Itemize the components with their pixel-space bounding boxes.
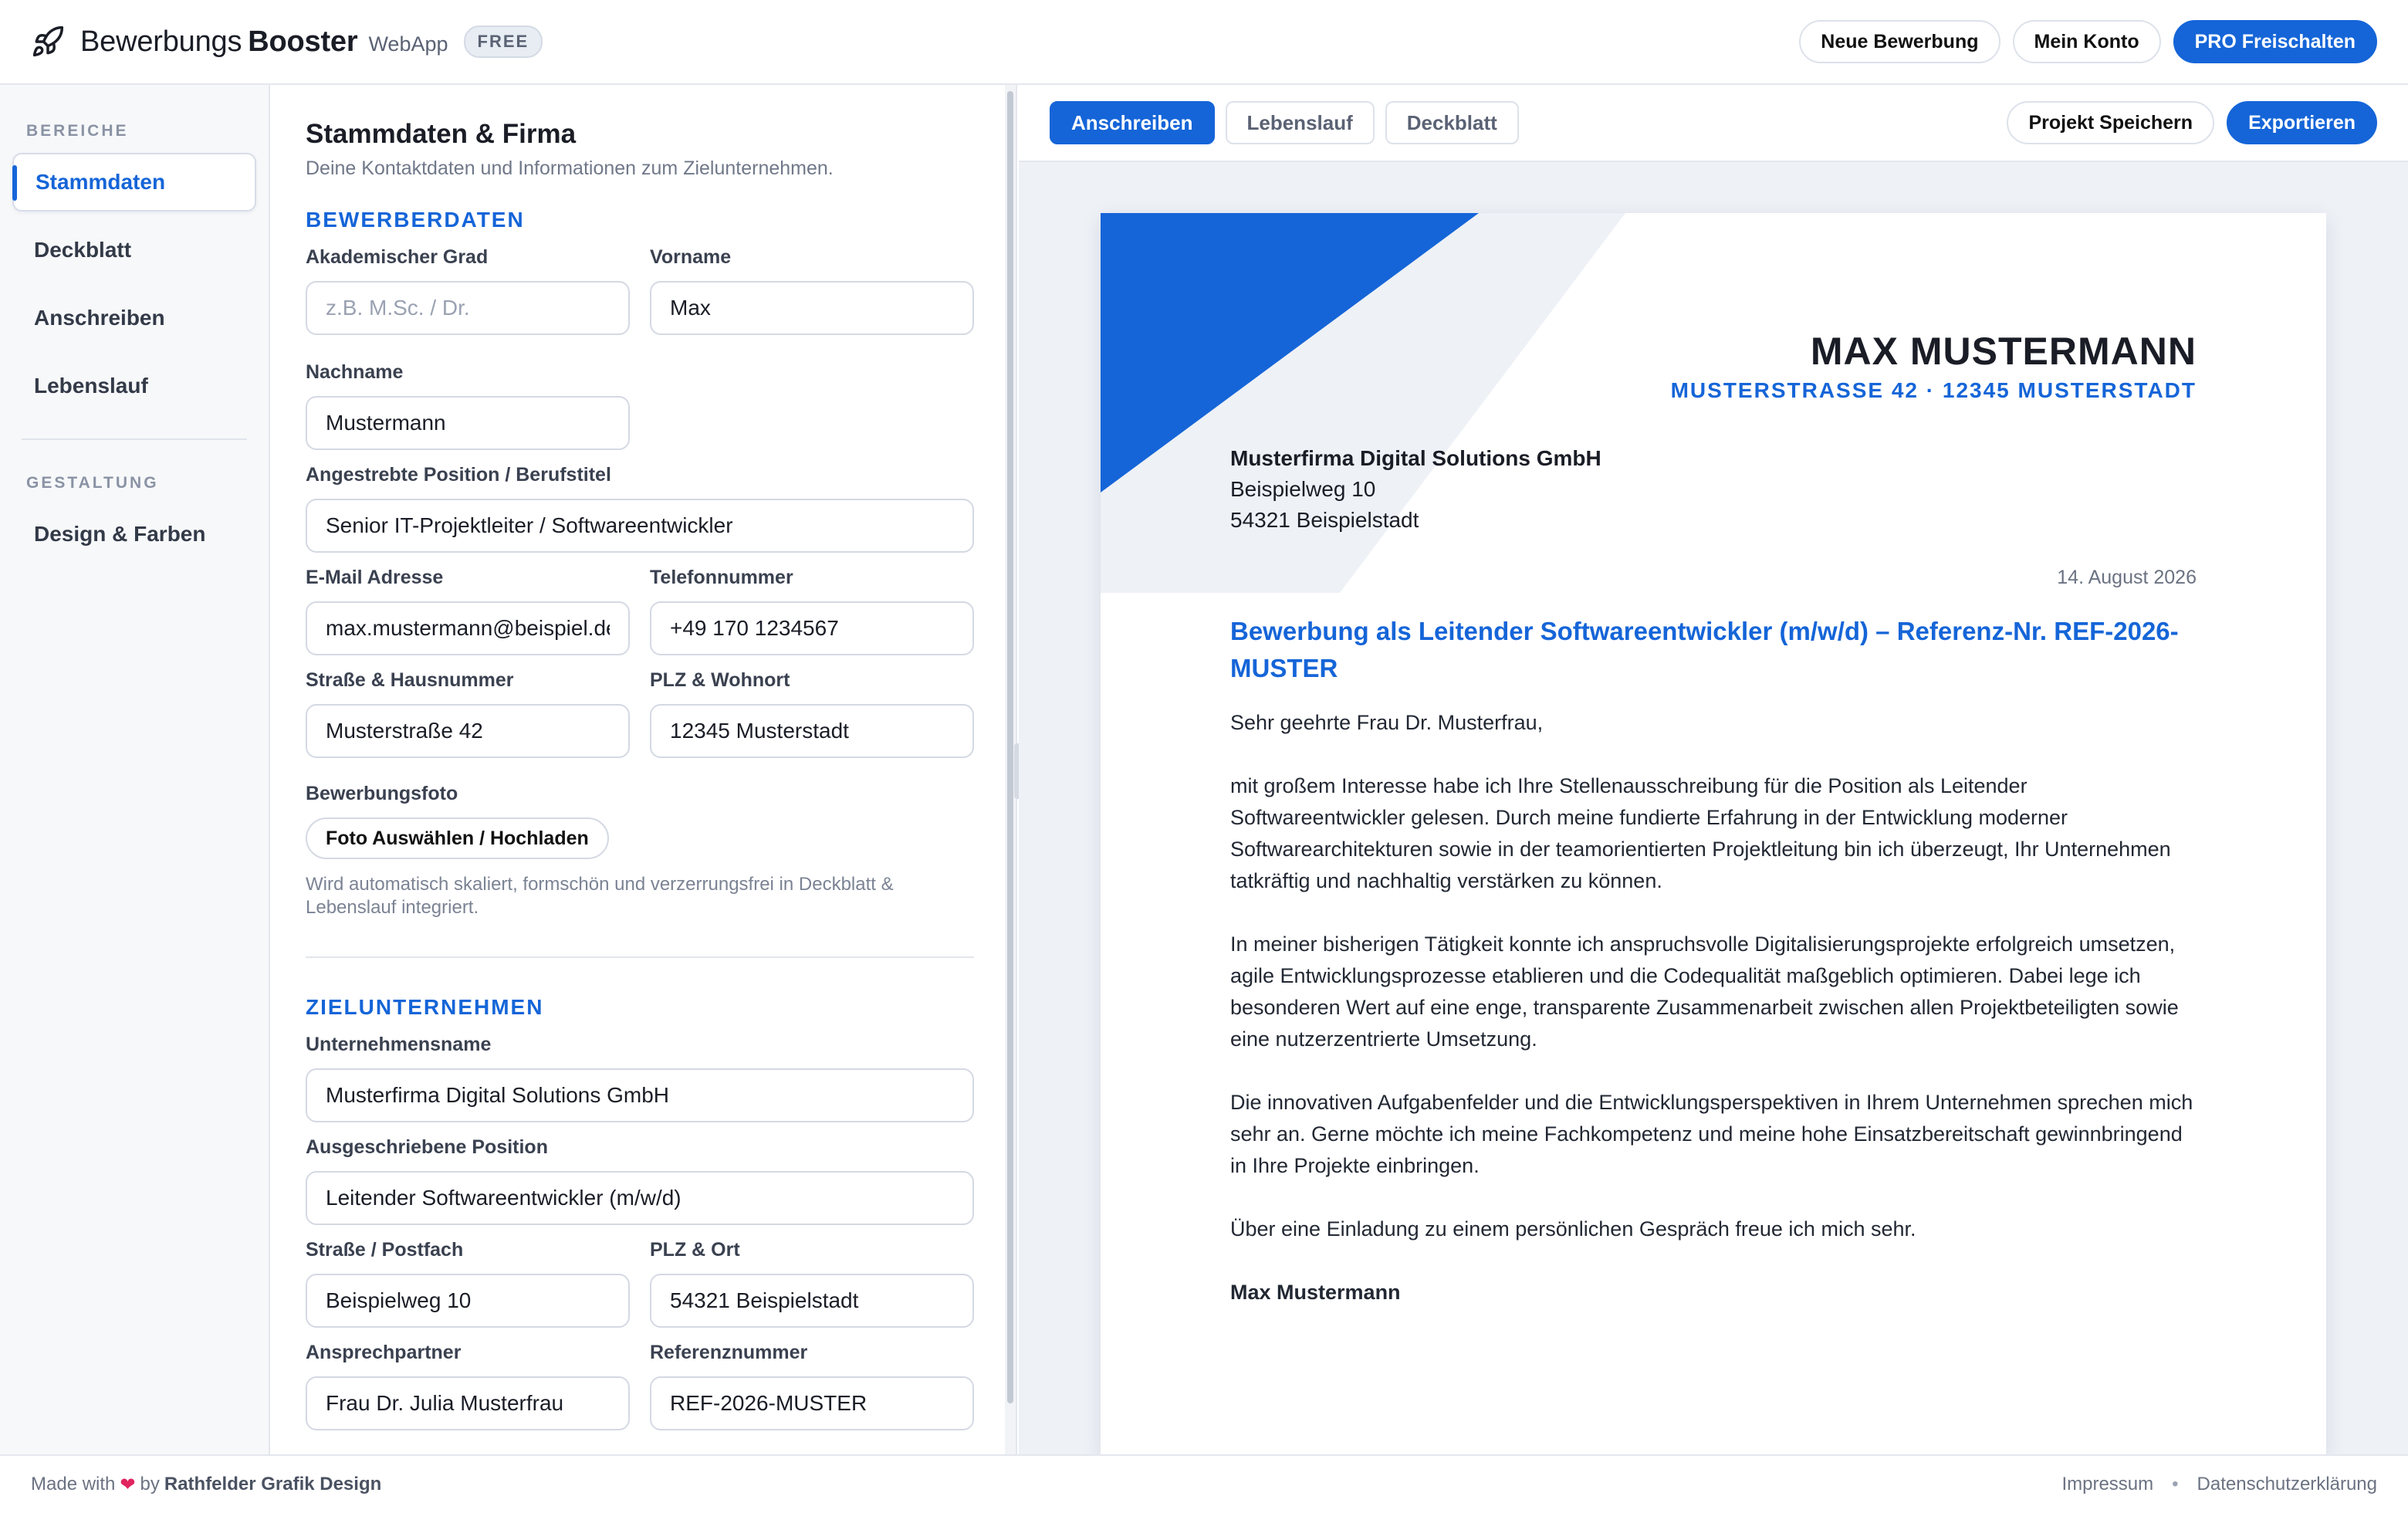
letter-paragraph: mit großem Interesse habe ich Ihre Stellenausschreibung für die Position als Leitender Softwareentwickler gelesen. Durch meine fundierte Erfahrung in der Entwicklung moderner Softwarearchitekturen sowie in der teamorientierten Projektleitung bin ich überzeugt, Ihr Unternehmen tatkräftig und nachhaltig verstärken zu können. [1230,774,2171,892]
grad-label: Akademischer Grad [306,246,489,268]
street-input[interactable] [306,704,630,758]
first-name-input[interactable] [650,281,974,335]
email-label: E-Mail Adresse [306,567,444,588]
sender-address: MUSTERSTRASSE 42 · 12345 MUSTERSTADT [1670,378,2197,402]
reference-label: Referenznummer [650,1342,808,1363]
recipient-company: Musterfirma Digital Solutions GmbH [1230,446,1601,470]
company-label: Unternehmensname [306,1034,492,1055]
first-name-label: Vorname [650,246,732,268]
brand-subtitle: WebApp [368,32,448,56]
job-label: Ausgeschriebene Position [306,1136,548,1158]
sidebar [0,85,270,1454]
section-heading-applicant: BEWERBERDATEN [306,208,525,232]
sidebar-divider [22,438,247,440]
letter-salutation: Sehr geehrte Frau Dr. Musterfrau, [1230,711,1544,734]
brand-name: Bewerbungs Booster [80,25,358,58]
preview-panel [1019,85,2408,1454]
company-street-label: Straße / Postfach [306,1239,464,1261]
heart-icon: ❤ [120,1474,136,1495]
tab-anschreiben[interactable]: Anschreiben [1050,101,1215,144]
sidebar-item-design[interactable]: Design & Farben [34,522,206,546]
sender-name: MAX MUSTERMANN [1810,330,2197,373]
contact-label: Ansprechpartner [306,1342,462,1363]
sidebar-item-anschreiben[interactable]: Anschreiben [34,306,165,330]
my-account-button[interactable]: Mein Konto [2013,20,2161,63]
new-application-button[interactable]: Neue Bewerbung [1799,20,2000,63]
street-label: Straße & Hausnummer [306,669,514,691]
target-position-input[interactable] [306,499,974,553]
footer-separator: • [2172,1474,2179,1494]
plan-badge: FREE [464,25,543,58]
company-name-input[interactable] [306,1068,974,1122]
reference-number-input[interactable] [650,1376,974,1430]
letter-date: 14. August 2026 [2057,567,2197,588]
letter-paragraph: Die innovativen Aufgabenfelder und die Entwicklungsperspektiven in Ihrem Unternehmen sprechen mich sehr an. Gerne möchte ich meine Fachkompetenz und meine hohe Einsatzbereitschaft gewinnbringend in Ihre Projekte einbringen. [1230,1091,2193,1177]
photo-label: Bewerbungsfoto [306,783,458,804]
position-label: Angestrebte Position / Berufstitel [306,464,611,486]
privacy-link[interactable]: Datenschutzerklärung [2197,1474,2377,1494]
tab-lebenslauf[interactable]: Lebenslauf [1226,101,1375,144]
letter-closing: Über eine Einladung zu einem persönlichen Gespräch freue ich mich sehr. [1230,1217,1916,1241]
section-heading-company: ZIELUNTERNEHMEN [306,995,544,1019]
academic-degree-input[interactable] [306,281,630,335]
sidebar-item-stammdaten[interactable]: Stammdaten [12,153,256,212]
recipient-address [1230,443,1601,536]
last-name-label: Nachname [306,361,404,383]
brand[interactable] [31,25,543,59]
email-field[interactable] [306,601,630,655]
upload-photo-button[interactable]: Foto Auswählen / Hochladen [306,817,609,859]
top-bar [0,0,2408,85]
footer-by: by [140,1474,160,1494]
form-title: Stammdaten & Firma [306,119,577,149]
letter-subject: Bewerbung als Leitender Softwareentwickler (m/w/d) – Referenz-Nr. REF-2026-MUSTER [1230,617,2179,682]
form-panel [272,85,1017,1454]
impressum-link[interactable]: Impressum [2061,1474,2154,1494]
form-scrollbar-thumb[interactable] [1007,91,1013,1403]
tab-deckblatt[interactable]: Deckblatt [1385,101,1519,144]
sidebar-item-lebenslauf[interactable]: Lebenslauf [34,374,148,398]
footer [0,1454,2408,1513]
rocket-icon [31,25,65,59]
export-button[interactable]: Exportieren [2227,101,2377,144]
advertised-position-input[interactable] [306,1171,974,1225]
sidebar-item-deckblatt[interactable]: Deckblatt [34,238,132,262]
unlock-pro-button[interactable]: PRO Freischalten [2173,20,2377,63]
recipient-street: Beispielweg 10 [1230,477,1376,501]
letter-body [1230,707,2203,1340]
letter-header-decoration [1101,213,2326,599]
zip-city-label: PLZ & Wohnort [650,669,790,691]
footer-author-link[interactable]: Rathfelder Grafik Design [164,1474,382,1494]
letter-preview-page [1101,213,2326,1456]
phone-field[interactable] [650,601,974,655]
form-subtitle: Deine Kontaktdaten und Informationen zum Zielunternehmen. [306,157,834,179]
preview-toolbar [1019,85,2408,162]
form-divider [306,956,974,958]
sidebar-section-title: BEREICHE [26,122,129,140]
sidebar-section-title: GESTALTUNG [26,474,159,492]
zip-city-input[interactable] [650,704,974,758]
photo-hint: Wird automatisch skaliert, formschön und verzerrungsfrei in Deckblatt & Lebenslauf integriert. [306,874,894,918]
letter-paragraph: In meiner bisherigen Tätigkeit konnte ich anspruchsvolle Digitalisierungsprojekte erfolgreich umsetzen, agile Entwicklungsprozesse etablieren und die Codequalität maßgeblich optimieren. Dabei lege ich besonderen Wert auf eine enge, transparente Zusammenarbeit zwischen allen Projektbeteiligten sowie eine nutzerzentrierte Umsetzung. [1230,933,2179,1051]
recipient-city: 54321 Beispielstadt [1230,508,1419,532]
last-name-input[interactable] [306,396,630,450]
company-zip-label: PLZ & Ort [650,1239,740,1261]
company-zip-input[interactable] [650,1274,974,1328]
letter-signature: Max Mustermann [1230,1281,1401,1304]
contact-person-input[interactable] [306,1376,630,1430]
company-street-input[interactable] [306,1274,630,1328]
footer-made-with: Made with [31,1474,116,1494]
save-project-button[interactable]: Projekt Speichern [2007,101,2214,144]
phone-label: Telefonnummer [650,567,793,588]
